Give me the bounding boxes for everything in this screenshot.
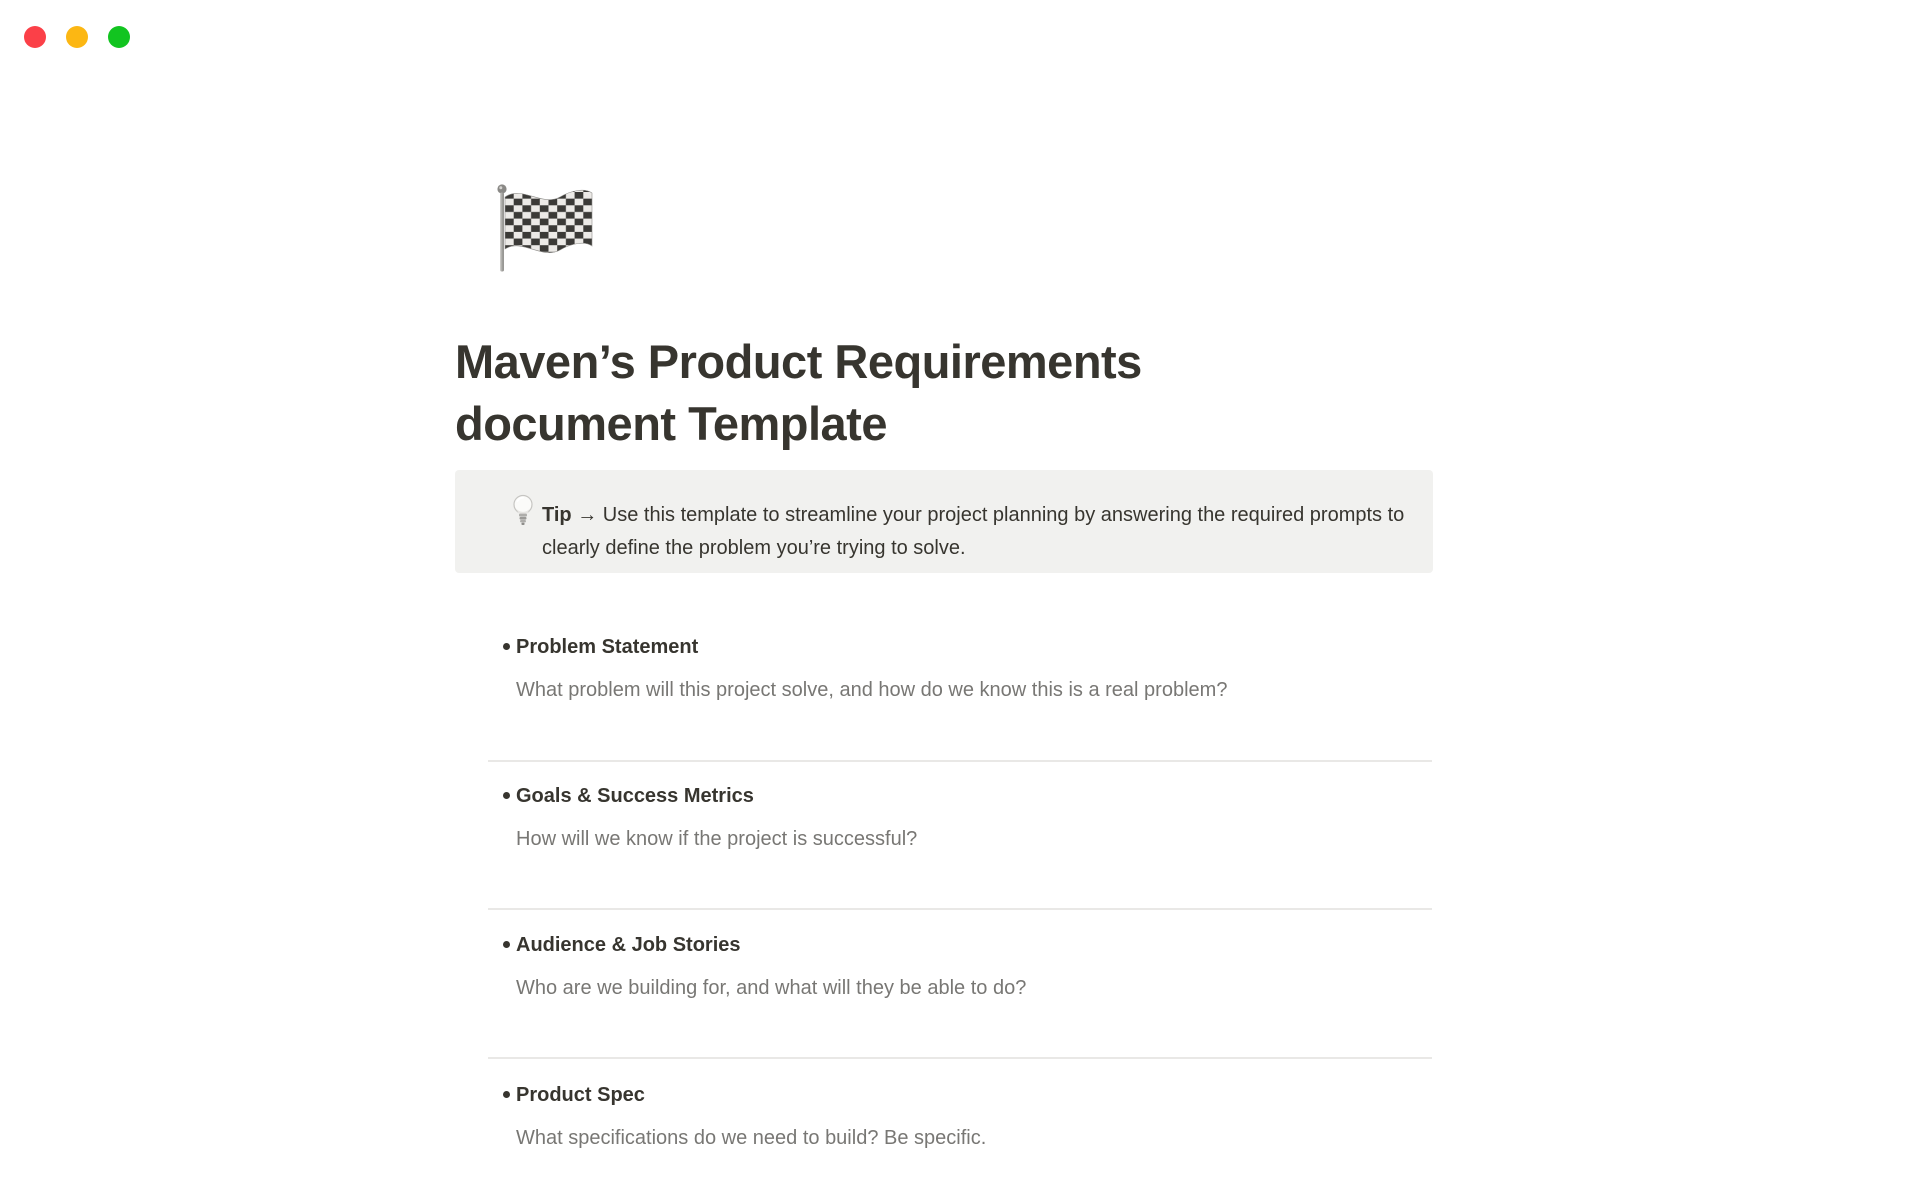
minimize-button[interactable] <box>66 26 88 48</box>
bullet-icon <box>503 792 510 799</box>
bullet-icon <box>503 941 510 948</box>
page-title[interactable]: Maven’s Product Requirements document Template <box>455 335 1142 450</box>
divider <box>488 1057 1432 1059</box>
callout-label: Tip <box>542 504 572 526</box>
section-heading-audience-job-stories[interactable]: Audience & Job Stories <box>516 934 741 956</box>
divider <box>488 908 1432 910</box>
bullet-icon <box>503 643 510 650</box>
section-question-goals-success-metrics[interactable]: How will we know if the project is successful? <box>516 828 918 850</box>
divider <box>488 760 1432 762</box>
light-bulb-icon[interactable] <box>512 494 534 528</box>
callout-body: → Use this template to streamline your project planning by answering the required prompts to clearly define the problem you’re trying to solve. <box>542 504 1405 559</box>
bullet-icon <box>503 1091 510 1098</box>
checkered-flag-icon[interactable] <box>492 180 596 272</box>
section-heading-goals-success-metrics[interactable]: Goals & Success Metrics <box>516 785 754 807</box>
section-question-problem-statement[interactable]: What problem will this project solve, and how do we know this is a real problem? <box>516 679 1228 701</box>
zoom-button[interactable] <box>108 26 130 48</box>
section-heading-product-spec[interactable]: Product Spec <box>516 1084 645 1106</box>
section-question-audience-job-stories[interactable]: Who are we building for, and what will they be able to do? <box>516 977 1027 999</box>
close-button[interactable] <box>24 26 46 48</box>
callout-text[interactable] <box>542 499 1408 565</box>
window-controls <box>24 26 130 48</box>
section-question-product-spec[interactable]: What specifications do we need to build? Be specific. <box>516 1127 987 1149</box>
section-heading-problem-statement[interactable]: Problem Statement <box>516 636 699 658</box>
